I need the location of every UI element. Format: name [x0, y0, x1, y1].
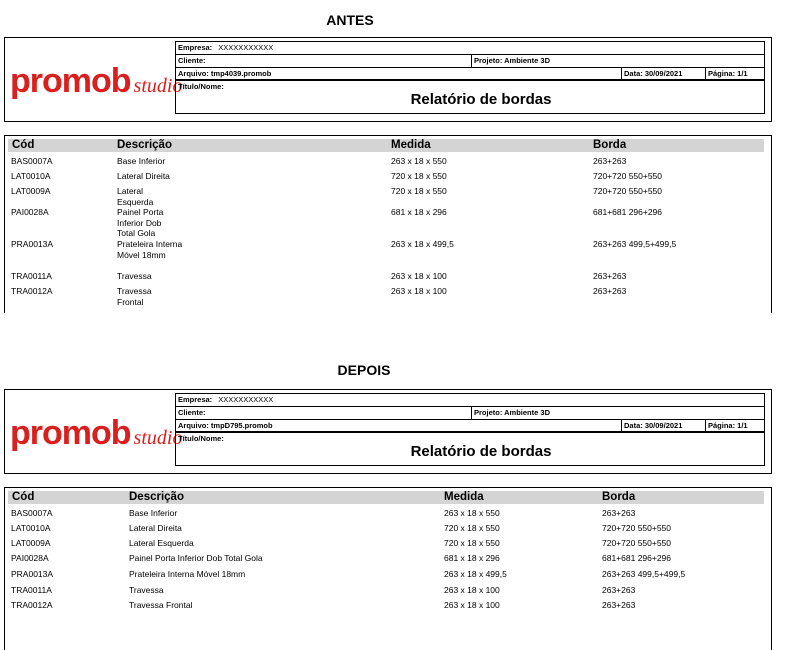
report-title: Relatório de bordas [410, 443, 552, 460]
col-borda: Borda [593, 139, 627, 151]
cliente-field: Cliente: [176, 55, 472, 67]
cliente-field: Cliente: [176, 407, 472, 419]
col-cod: Cód [12, 491, 35, 503]
after-section-title: DEPOIS [337, 362, 391, 378]
empresa-field: Empresa: XXXXXXXXXXX [178, 395, 274, 404]
promob-studio-logo: promob studio [10, 414, 183, 452]
projeto-field: Projeto: Ambiente 3D [474, 408, 550, 417]
data-field: Data: 30/09/2021 [622, 420, 706, 431]
before-section-title: ANTES [326, 12, 374, 28]
col-medida: Medida [444, 491, 484, 503]
report-title: Relatório de bordas [410, 91, 552, 108]
col-borda: Borda [602, 491, 636, 503]
arquivo-field: Arquivo: tmpD795.promob [176, 420, 622, 431]
before-edge-table: Cód Descrição Medida Borda BAS0007A Base Inferior 263 x 18 x 550 263+263 LAT0010A Lateral Direita 720 x 18 x 550 720+720 550+550 LAT0009A Lateral Esquerda 720 x 18 x 550 720+720 550+550 PAI0028A Painel Porta Inferior Dob Total Gola 681 x 18 x 296 681+681 296+296 PRA0013A Prateleira Interna Móvel 18mm 263 x 18 x 499,5 263+263 499,5+499,5 TRA0011A Travessa 263 x 18 x 100 263+263 TRA0012A Travessa Frontal 263 x 18 x 100 263+263 [4, 135, 772, 313]
data-field: Data: 30/09/2021 [622, 68, 706, 79]
col-descricao: Descrição [117, 139, 172, 151]
table-header [8, 491, 764, 504]
after-report-header [4, 389, 772, 474]
table-header [8, 139, 764, 152]
col-medida: Medida [391, 139, 431, 151]
titulo-field: Título/Nome: Relatório de bordas [175, 80, 765, 114]
titulo-field: Título/Nome: Relatório de bordas [175, 432, 765, 466]
col-cod: Cód [12, 139, 35, 151]
before-report-header [4, 37, 772, 122]
promob-studio-logo: promob studio [10, 62, 183, 100]
empresa-field: Empresa: XXXXXXXXXXX [178, 43, 274, 52]
col-descricao: Descrição [129, 491, 184, 503]
projeto-field: Projeto: Ambiente 3D [474, 56, 550, 65]
pagina-field: Página: 1/1 [708, 69, 748, 78]
after-edge-table: Cód Descrição Medida Borda BAS0007A Base Inferior 263 x 18 x 550 263+263 LAT0010A Lateral Direita 720 x 18 x 550 720+720 550+550 LAT0009A Lateral Esquerda 720 x 18 x 550 720+720 550+550 PAI0028A Painel Porta Inferior Dob Total Gola 681 x 18 x 296 681+681 296+296 PRA0013A Prateleira Interna Móvel 18mm 263 x 18 x 499,5 263+263 499,5+499,5 TRA0011A Travessa 263 x 18 x 100 263+263 TRA0012A Travessa Frontal 263 x 18 x 100 263+263 [4, 487, 772, 650]
arquivo-field: Arquivo: tmp4039.promob [176, 68, 622, 79]
pagina-field: Página: 1/1 [708, 421, 748, 430]
